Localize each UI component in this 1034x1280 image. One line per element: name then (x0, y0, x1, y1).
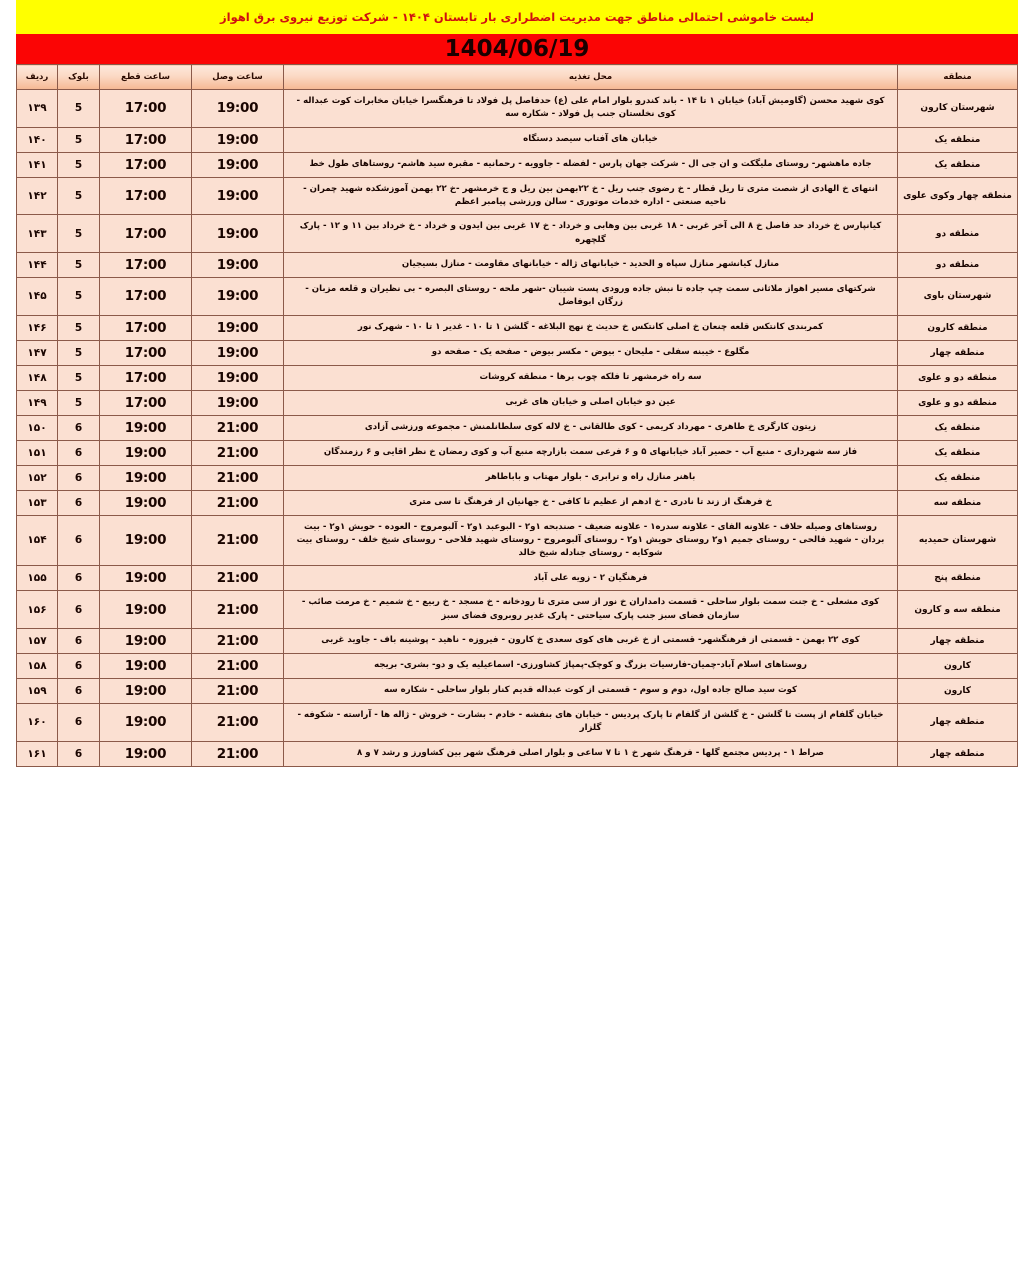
column-header-restore-time[interactable]: ساعت وصل (192, 65, 284, 90)
cell-region: منطقه دو (898, 215, 1018, 253)
cell-outage-time: 17:00 (100, 177, 192, 215)
cell-restore-time: 19:00 (192, 252, 284, 277)
cell-restore-time: 21:00 (192, 415, 284, 440)
cell-outage-time: 17:00 (100, 277, 192, 315)
column-header-outage-time[interactable]: ساعت قطع (100, 65, 192, 90)
cell-row-no: ۱۵۶ (17, 591, 58, 629)
cell-block: 5 (58, 390, 100, 415)
cell-restore-time: 21:00 (192, 515, 284, 566)
cell-row-no: ۱۵۲ (17, 465, 58, 490)
cell-region: منطقه یک (898, 152, 1018, 177)
cell-block: 6 (58, 440, 100, 465)
cell-region: منطقه چهار (898, 629, 1018, 654)
cell-region: منطقه کارون (898, 315, 1018, 340)
cell-outage-time: 19:00 (100, 566, 192, 591)
cell-block: 5 (58, 252, 100, 277)
cell-outage-time: 19:00 (100, 440, 192, 465)
table-row (17, 591, 1018, 629)
table-row (17, 277, 1018, 315)
cell-feed: سه راه خرمشهر تا فلکه چوب برها - منطقه کروشات (284, 365, 898, 390)
cell-restore-time: 19:00 (192, 277, 284, 315)
cell-row-no: ۱۴۷ (17, 340, 58, 365)
cell-feed: انتهای خ الهادی از شصت متری تا ریل قطار - خ رضوی جنب ریل - خ ۲۲بهمن بین ریل و ج خرمشهر -خ ۲۲ بهمن آموزشکده شهید چمران - ناحیه صنعتی - اداره خدمات موتوری - سالن ورزشی پیامبر اعظم (284, 177, 898, 215)
cell-restore-time: 19:00 (192, 365, 284, 390)
cell-outage-time: 17:00 (100, 340, 192, 365)
cell-region: منطقه دو (898, 252, 1018, 277)
cell-region: منطقه یک (898, 127, 1018, 152)
cell-block: 6 (58, 591, 100, 629)
cell-outage-time: 17:00 (100, 252, 192, 277)
table-row (17, 490, 1018, 515)
cell-region: منطقه چهار (898, 704, 1018, 742)
cell-row-no: ۱۴۴ (17, 252, 58, 277)
cell-outage-time: 19:00 (100, 679, 192, 704)
cell-region: کارون (898, 654, 1018, 679)
cell-region: منطقه چهار (898, 741, 1018, 766)
cell-region: منطقه پنج (898, 566, 1018, 591)
cell-region: منطقه سه (898, 490, 1018, 515)
page-title-banner: لیست خاموشی احتمالی مناطق جهت مدیریت اضطراری بار تابستان ۱۴۰۴ - شرکت توزیع نیروی برق اهواز (16, 0, 1018, 34)
cell-row-no: ۱۵۱ (17, 440, 58, 465)
column-header-block[interactable]: بلوک (58, 65, 100, 90)
cell-block: 5 (58, 215, 100, 253)
cell-outage-time: 19:00 (100, 629, 192, 654)
cell-block: 5 (58, 152, 100, 177)
table-row (17, 741, 1018, 766)
cell-row-no: ۱۴۲ (17, 177, 58, 215)
cell-row-no: ۱۵۹ (17, 679, 58, 704)
cell-row-no: ۱۵۵ (17, 566, 58, 591)
table-row (17, 515, 1018, 566)
cell-outage-time: 17:00 (100, 365, 192, 390)
cell-row-no: ۱۴۳ (17, 215, 58, 253)
cell-block: 5 (58, 340, 100, 365)
cell-outage-time: 17:00 (100, 90, 192, 128)
table-row (17, 252, 1018, 277)
cell-block: 5 (58, 277, 100, 315)
table-row (17, 566, 1018, 591)
cell-restore-time: 21:00 (192, 741, 284, 766)
table-row (17, 440, 1018, 465)
cell-region: شهرستان حمیدیه (898, 515, 1018, 566)
cell-outage-time: 19:00 (100, 591, 192, 629)
cell-feed: کوی مشعلی - خ جنت سمت بلوار ساحلی - قسمت دامداران خ نور از سی متری تا رودخانه - خ مسجد - خ ربیع - خ شمیم - خ مرمت صائب - سازمان فضای سبز جنب پارک سیاحتی - پارک غدیر روبروی فضای سبز (284, 591, 898, 629)
table-row (17, 654, 1018, 679)
cell-row-no: ۱۵۳ (17, 490, 58, 515)
cell-outage-time: 19:00 (100, 704, 192, 742)
cell-restore-time: 21:00 (192, 465, 284, 490)
cell-feed: صراط ۱ - پردیس مجتمع گلها - فرهنگ شهر خ ۱ تا ۷ ساعی و بلوار اصلی فرهنگ شهر بین کشاورز و رشد ۷ و ۸ (284, 741, 898, 766)
cell-region: منطقه یک (898, 465, 1018, 490)
cell-feed: خیابان های آفتاب سیصد دستگاه (284, 127, 898, 152)
cell-row-no: ۱۳۹ (17, 90, 58, 128)
cell-region: منطقه یک (898, 415, 1018, 440)
cell-feed: فاز سه شهرداری - منبع آب - حصیر آباد خیابانهای ۵ و ۶ فرعی سمت بازارچه منبع آب و کوی رمضان خ نظر اقایی و ۶ رزمندگان (284, 440, 898, 465)
cell-block: 5 (58, 177, 100, 215)
cell-restore-time: 19:00 (192, 152, 284, 177)
cell-block: 6 (58, 465, 100, 490)
cell-region: منطقه چهار (898, 340, 1018, 365)
table-header (17, 65, 1018, 90)
cell-restore-time: 21:00 (192, 679, 284, 704)
cell-row-no: ۱۵۸ (17, 654, 58, 679)
cell-feed: خ فرهنگ از زند تا نادری - خ ادهم از عظیم تا کافی - خ جهانیان از فرهنگ تا سی متری (284, 490, 898, 515)
cell-row-no: ۱۶۱ (17, 741, 58, 766)
cell-outage-time: 17:00 (100, 315, 192, 340)
cell-region: منطقه سه و کارون (898, 591, 1018, 629)
cell-outage-time: 17:00 (100, 127, 192, 152)
cell-block: 6 (58, 629, 100, 654)
cell-block: 6 (58, 654, 100, 679)
table-row (17, 390, 1018, 415)
table-row (17, 465, 1018, 490)
table-row (17, 415, 1018, 440)
cell-region: شهرستان باوی (898, 277, 1018, 315)
outage-table (16, 64, 1018, 767)
table-row (17, 152, 1018, 177)
cell-region: منطقه دو و علوی (898, 365, 1018, 390)
cell-outage-time: 19:00 (100, 490, 192, 515)
cell-region: کارون (898, 679, 1018, 704)
cell-restore-time: 19:00 (192, 215, 284, 253)
cell-restore-time: 19:00 (192, 390, 284, 415)
cell-outage-time: 19:00 (100, 415, 192, 440)
cell-block: 6 (58, 704, 100, 742)
date-banner: 1404/06/19 (16, 34, 1018, 64)
cell-restore-time: 21:00 (192, 440, 284, 465)
cell-feed: شرکتهای مسیر اهواز ملاثانی سمت چپ جاده تا نبش جاده ورودی پست شیبان -شهر ملحه - روستای البصره - بی نظیران و قلعه مزبان - زرگان ابوفاضل (284, 277, 898, 315)
cell-feed: جاده ماهشهر- روستای ملیگکت و ان جی ال - شرکت جهان پارس - لفضله - جاوویه - رحمانیه - مقبره سید هاشم- روستاهای طول خط (284, 152, 898, 177)
cell-block: 5 (58, 315, 100, 340)
cell-block: 5 (58, 365, 100, 390)
cell-row-no: ۱۴۰ (17, 127, 58, 152)
column-header-row-no[interactable]: ردیف (17, 65, 58, 90)
cell-block: 6 (58, 515, 100, 566)
cell-feed: کوی شهید محسن (گاومیش آباد) خیابان ۱ تا ۱۴ - باند کندرو بلوار امام علی (ع) حدفاصل پل فولاد تا فرهنگسرا خیابان مخابرات کوت عبداله - کوی نخلستان جنب پل فولاد - شکاره سه (284, 90, 898, 128)
cell-feed: زیتون کارگری خ طاهری - مهرداد کریمی - کوی طالقانی - خ لاله کوی سلطانلمنش - مجموعه ورزشی آزادی (284, 415, 898, 440)
cell-restore-time: 19:00 (192, 315, 284, 340)
cell-feed: عین دو خیابان اصلی و خیابان های غربی (284, 390, 898, 415)
cell-row-no: ۱۴۶ (17, 315, 58, 340)
cell-feed: مگلوع - خیبنه سفلی - ملیحان - بیوض - مکسر بیوض - صفحه یک - صفحه دو (284, 340, 898, 365)
cell-block: 6 (58, 566, 100, 591)
cell-row-no: ۱۶۰ (17, 704, 58, 742)
cell-outage-time: 19:00 (100, 654, 192, 679)
cell-block: 5 (58, 90, 100, 128)
cell-feed: روستاهای اسلام آباد-چمیان-فارسیات بزرگ و کوچک-پمپاژ کشاورزی- اسماعیلیه یک و دو- بشری- بریجه (284, 654, 898, 679)
cell-restore-time: 21:00 (192, 566, 284, 591)
cell-row-no: ۱۴۵ (17, 277, 58, 315)
cell-row-no: ۱۴۸ (17, 365, 58, 390)
cell-feed: فرهنگیان ۲ - زویه علی آباد (284, 566, 898, 591)
table-row (17, 679, 1018, 704)
column-header-region[interactable]: منطقه (898, 65, 1018, 90)
cell-block: 6 (58, 741, 100, 766)
table-row (17, 365, 1018, 390)
cell-outage-time: 19:00 (100, 515, 192, 566)
table-row (17, 340, 1018, 365)
cell-row-no: ۱۵۴ (17, 515, 58, 566)
cell-feed: کوت سید صالح جاده اول، دوم و سوم - قسمتی از کوت عبداله قدیم کنار بلوار ساحلی - شکاره سه (284, 679, 898, 704)
cell-feed: منازل کیانشهر منازل سپاه و الحدید - خیابانهای ژاله - خیابانهای مقاومت - منازل بسیجیان (284, 252, 898, 277)
cell-feed: باهنر منازل راه و ترابری - بلوار مهتاب و باباطاهر (284, 465, 898, 490)
table-row (17, 215, 1018, 253)
cell-region: منطقه چهار وکوی علوی (898, 177, 1018, 215)
cell-restore-time: 21:00 (192, 490, 284, 515)
table-row (17, 629, 1018, 654)
table-row (17, 177, 1018, 215)
cell-restore-time: 19:00 (192, 127, 284, 152)
cell-restore-time: 19:00 (192, 177, 284, 215)
cell-row-no: ۱۴۹ (17, 390, 58, 415)
table-row (17, 704, 1018, 742)
cell-feed: کوی ۲۲ بهمن - قسمتی از فرهنگشهر- قسمتی از خ غربی های کوی سعدی خ کارون - فیروزه - ناهید - پوشینه باف - جاوید غربی (284, 629, 898, 654)
cell-feed: خیابان گلفام از پست تا گلشن - خ گلشن از گلفام تا پارک پردیس - خیابان های بنفشه - خادم - بشارت - خروش - ژاله ها - آراسته - شکوفه - گلزار (284, 704, 898, 742)
cell-outage-time: 19:00 (100, 465, 192, 490)
cell-restore-time: 21:00 (192, 654, 284, 679)
cell-region: شهرستان کارون (898, 90, 1018, 128)
table-row (17, 315, 1018, 340)
cell-block: 6 (58, 490, 100, 515)
cell-outage-time: 17:00 (100, 215, 192, 253)
cell-feed: کیانپارس خ خرداد حد فاصل خ ۸ الی آخر غربی - ۱۸ غربی بین وهابی و خرداد - خ ۱۷ غربی بین ایدون و خرداد - خ خرداد بین ۱۱ و ۱۲ - پارک گلچهره (284, 215, 898, 253)
cell-block: 6 (58, 679, 100, 704)
cell-feed: کمربندی کانتکس قلعه چنعان خ اصلی کانتکس خ حدیث خ نهج البلاغه - گلشن ۱ تا ۱۰ - غدیر ۱ تا ۱۰ - شهرک نور (284, 315, 898, 340)
cell-block: 6 (58, 415, 100, 440)
column-header-feed[interactable]: محل تغذیه (284, 65, 898, 90)
cell-restore-time: 19:00 (192, 90, 284, 128)
cell-restore-time: 21:00 (192, 629, 284, 654)
table-body (17, 90, 1018, 767)
cell-region: منطقه دو و علوی (898, 390, 1018, 415)
cell-row-no: ۱۴۱ (17, 152, 58, 177)
cell-restore-time: 21:00 (192, 704, 284, 742)
cell-restore-time: 21:00 (192, 591, 284, 629)
cell-region: منطقه یک (898, 440, 1018, 465)
cell-outage-time: 17:00 (100, 390, 192, 415)
cell-restore-time: 19:00 (192, 340, 284, 365)
table-row (17, 127, 1018, 152)
cell-outage-time: 19:00 (100, 741, 192, 766)
table-header-row (17, 65, 1018, 90)
cell-feed: روستاهای وصیله حلاف - علاونه الفای - علاونه سدره۱ - علاونه ضعیف - صندبحه ۱و۲ - البوعبد ۱و۲ - آلبومروح - العوده - حویش ۱و۲ - بیت بردان - شهید فالحی - روستای جمیم ۱و۲ روستای حویش ۱و۲ - روستای آلبومروح - روستای شهید فلاحی - روستای شیخ خلف - روستای بیت شوکایه - روستای جنادله شیخ خالد (284, 515, 898, 566)
cell-outage-time: 17:00 (100, 152, 192, 177)
cell-block: 5 (58, 127, 100, 152)
cell-row-no: ۱۵۷ (17, 629, 58, 654)
cell-row-no: ۱۵۰ (17, 415, 58, 440)
table-row (17, 90, 1018, 128)
